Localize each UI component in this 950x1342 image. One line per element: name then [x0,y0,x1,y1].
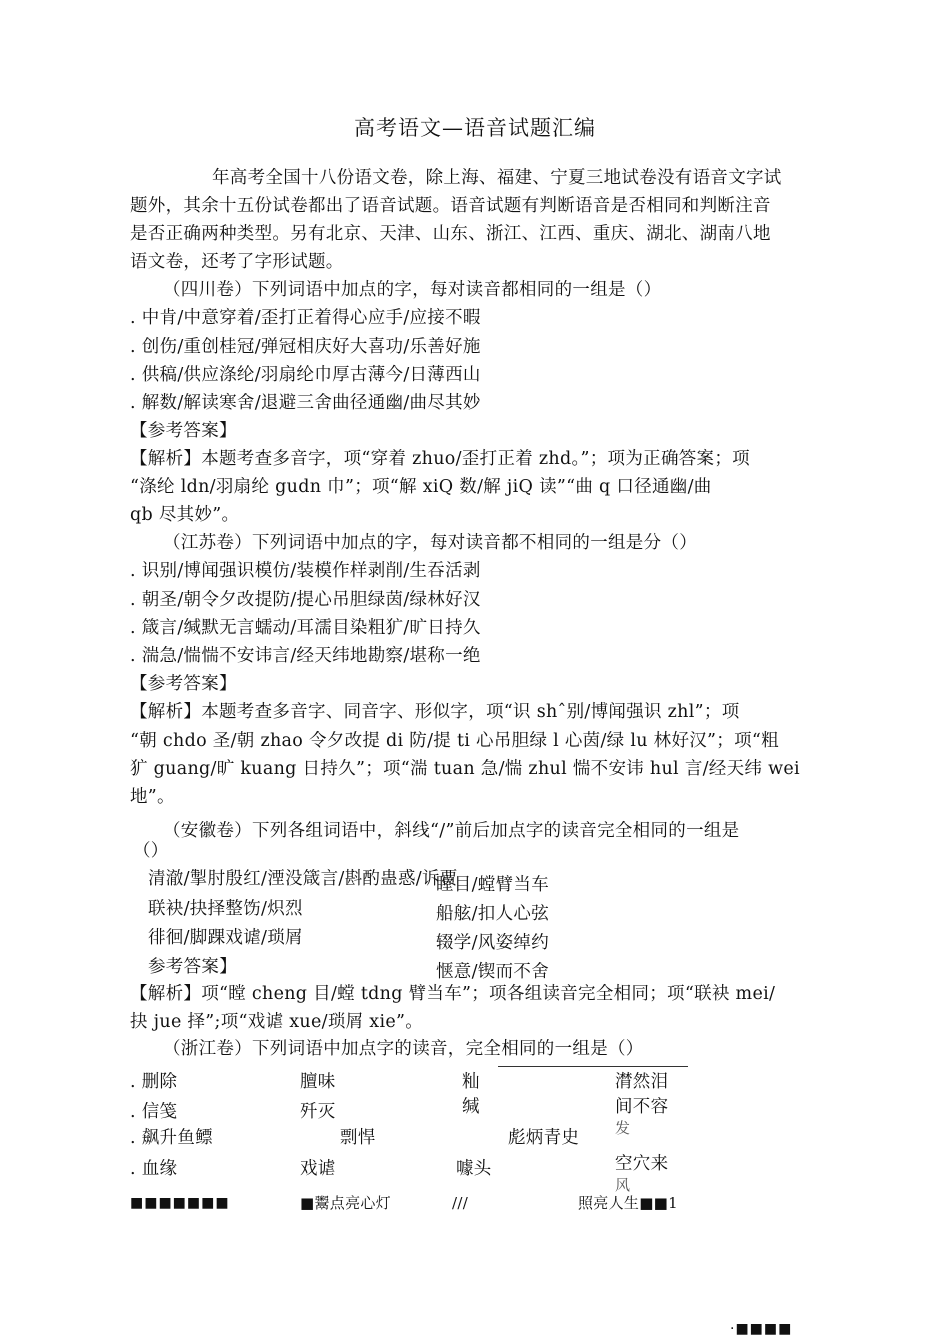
option-right: 瞠目/螳臂当车 [436,875,549,895]
option-cell: 空穴来 [615,1154,669,1174]
option-cell: . 飙升鱼鳔 [130,1128,213,1148]
question-stem: （安徽卷）下列各组词语中，斜线“/”前后加点字的读音完全相同的一组是 [163,821,740,841]
analysis-line: 地”。 [130,787,175,807]
intro-line: 是否正确两种类型。另有北京、天津、山东、浙江、江西、重庆、湖北、湖南八地 [130,224,771,244]
option-left: 徘徊/脚踝戏谑/琐屑 [148,928,303,948]
option: . 解数/解读寒舍/退避三舍曲径通幽/曲尽其妙 [130,393,481,413]
question-stem: （江苏卷）下列词语中加点的字，每对读音都不相同的一组是分（） [163,533,697,553]
footer-slashes: /// [452,1194,469,1212]
analysis-line: “涤纶 ldn/羽扇纶 gudn 巾”；项“解 xiQ 数/解 jiQ 读”“曲 q 口径通幽/曲 [130,477,712,497]
question-stem-end: （） [133,841,169,861]
page-title: 高考语文—语音试题汇编 [354,116,596,140]
question-stem: （四川卷）下列词语中加点的字，每对读音都相同的一组是（） [163,280,662,300]
footer-blocks: ■■■■■■■ [130,1195,230,1211]
option-cell: 噱头 [456,1159,492,1179]
option: . 创伤/重创桂冠/弹冠相庆好大喜功/乐善好施 [130,337,481,357]
option-right-clipped: 惬意/锲而不舍 [436,962,549,982]
clipped-glyph: 风 [615,1176,631,1194]
option-right: 辍学/风姿绰约 [436,933,549,953]
option-cell: 歼灭 [300,1102,336,1122]
analysis-line: 抉 jue 择”;项“戏谑 xue/琐屑 xie”。 [130,1012,424,1032]
footer-slogan: ■鬻点亮心灯 [300,1194,391,1212]
analysis-line: 犷 guang/旷 kuang 日持久”；项“湍 tuan 急/惴 zhul 惴不安讳 hul 言/经天纬 wei [130,759,800,779]
analysis-line: 【解析】本题考查多音字、同音字、形似字，项“识 shˆ别/博闻强识 zhl”；项 [130,702,740,722]
analysis-line: qb 尽其妙”。 [130,505,240,525]
option-cell: . 血缘 [130,1159,178,1179]
option: . 箴言/缄默无言蠕动/耳濡目染粗犷/旷日持久 [130,618,481,638]
option: . 中肯/中意穿着/歪打正着得心应手/应接不暇 [130,308,481,328]
option: . 朝圣/朝令夕改提防/提心吊胆绿茵/绿林好汉 [130,590,481,610]
option: . 湍急/惴惴不安讳言/经天纬地勘察/堪称一绝 [130,646,481,666]
option-left: 清澈/掣肘殷红/湮没箴言/斟酌蛊惑/诉贾 [148,869,458,889]
option-left: 联袂/抉择整饬/炽烈 [148,899,303,919]
option-cell: 潸然泪 [615,1072,669,1092]
answer-heading: 【参考答案】 [130,421,237,441]
analysis-line: “朝 chdo 圣/朝 zhao 令夕改提 di 防/提 ti 心吊胆绿 l 心茵/绿 lu 林好汉”；项“粗 [130,731,779,751]
intro-line: 语文卷，还考了字形试题。 [130,252,344,272]
option-cell: 戏谑 [300,1159,336,1179]
option-cell: . 信笺 [130,1102,178,1122]
divider-line [498,1066,688,1067]
option-cell: . 删除 [130,1072,178,1092]
option-cell: 剽悍 [340,1128,376,1148]
option: . 识别/博闻强识模仿/装模作样剥削/生吞活剥 [130,561,481,581]
option: . 供稿/供应涤纶/羽扇纶巾厚古薄今/日薄西山 [130,365,481,385]
option-cell: 缄 [462,1097,480,1117]
footer-end: 照亮人生■■1 [578,1194,678,1212]
question-stem: （浙江卷）下列词语中加点字的读音，完全相同的一组是（） [163,1039,644,1059]
corner-mark: ·■■■■ [730,1321,793,1337]
analysis-line: 【解析】项“瞠 cheng 目/螳 tdng 臂当车”；项各组读音完全相同；项“联袂 mei/ [130,984,776,1004]
answer-heading: 【参考答案】 [130,674,237,694]
option-cell: 籼 [462,1072,480,1092]
option-right: 船舷/扣人心弦 [436,904,549,924]
option-cell: 膻味 [300,1072,336,1092]
option-cell: 间不容 [615,1097,669,1117]
analysis-line: 【解析】本题考查多音字，项“穿着 zhuo/歪打正着 zhd。”；项为正确答案；项 [130,449,750,469]
answer-heading: 参考答案】 [148,957,237,977]
intro-line: 题外，其余十五份试卷都出了语音试题。语音试题有判断语音是否相同和判断注音 [130,196,771,216]
intro-line: 年高考全国十八份语文卷，除上海、福建、宁夏三地试卷没有语音文字试 [212,168,782,188]
clipped-glyph: 发 [615,1119,631,1137]
option-cell: 彪炳青史 [508,1128,580,1148]
